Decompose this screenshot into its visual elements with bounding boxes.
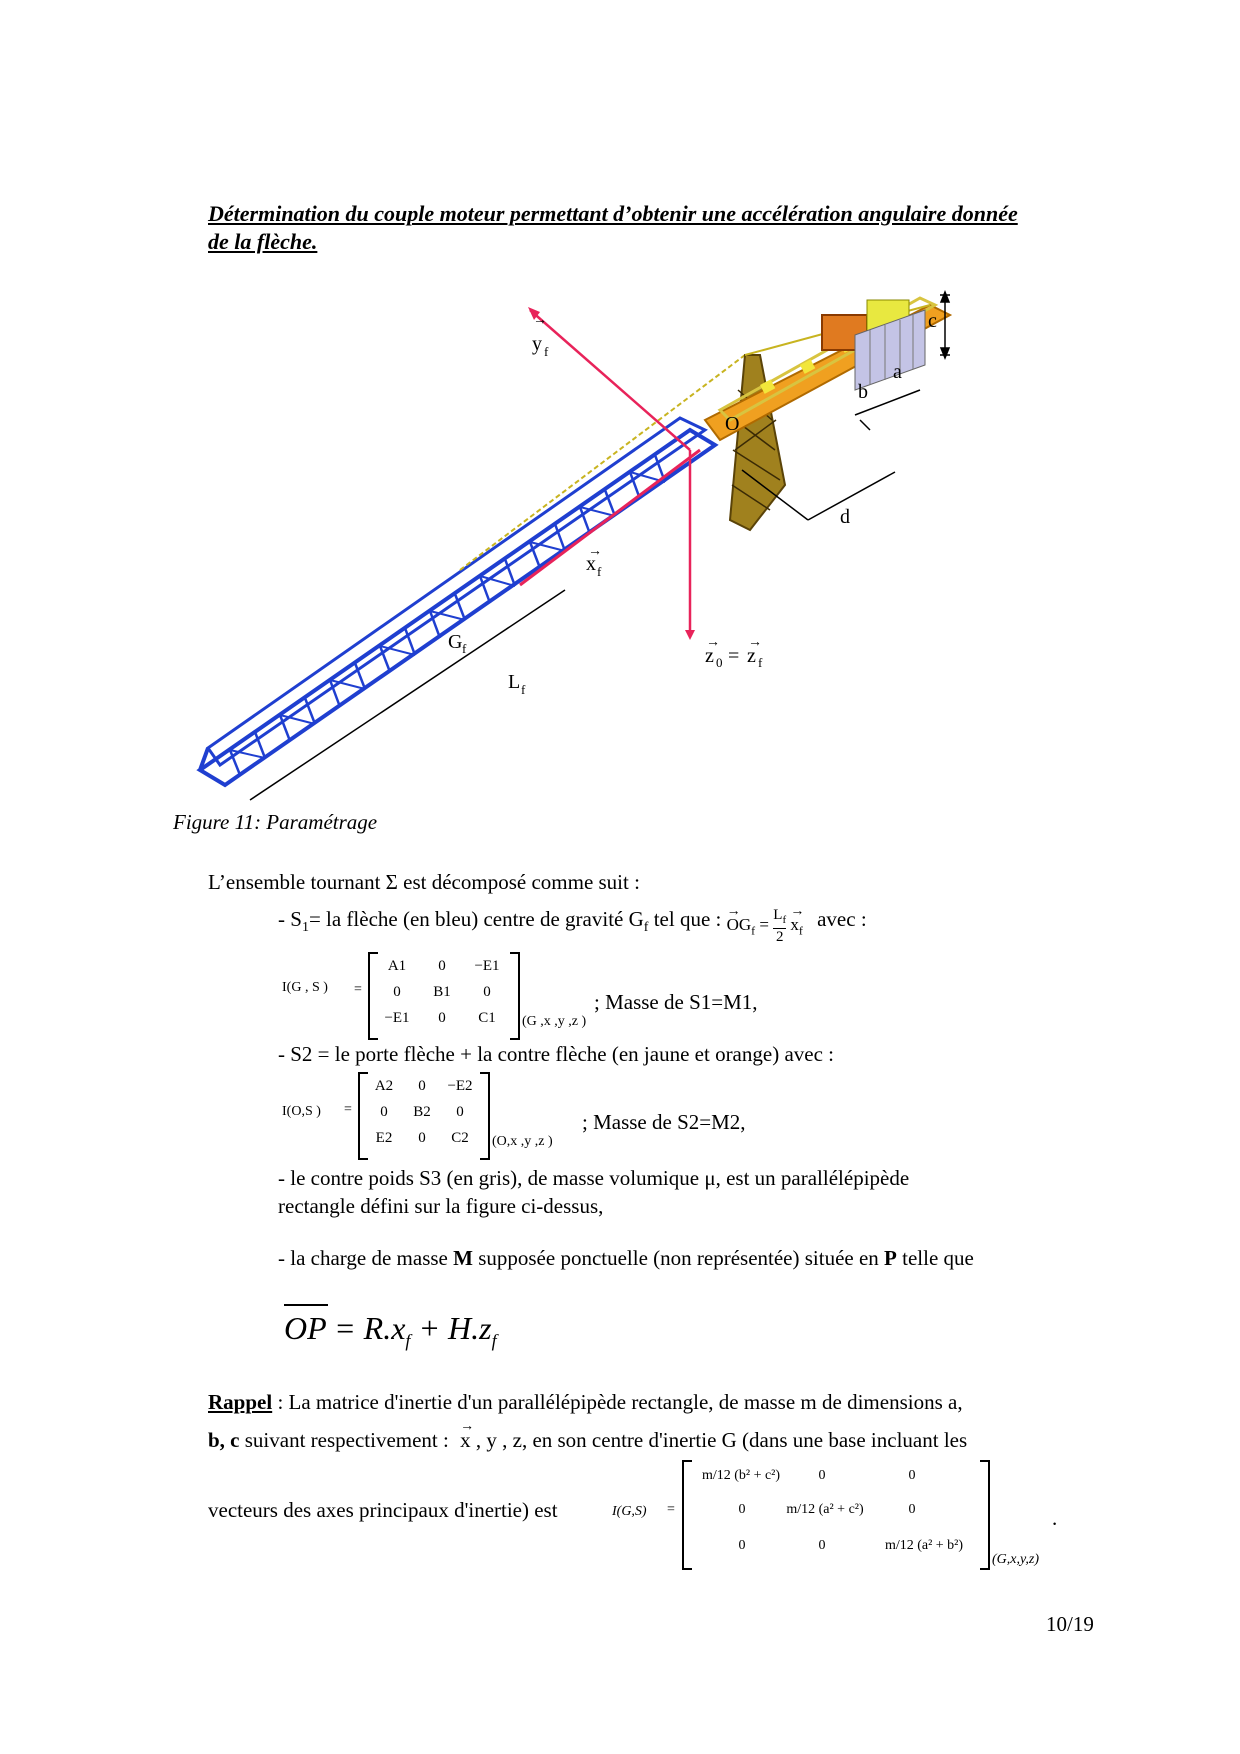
og-den: 2 — [775, 929, 784, 945]
m2-cell: E2 — [375, 1130, 393, 1146]
mast — [730, 355, 785, 530]
charge-mid: supposée ponctuelle (non représentée) située en — [472, 1246, 885, 1270]
crane-figure — [160, 270, 1080, 810]
charge-pre: - la charge de masse — [278, 1246, 454, 1270]
m1-args: (G , S ) — [286, 980, 328, 995]
figure-caption: Figure 11: Paramétrage — [173, 810, 378, 834]
m2-right-bracket — [480, 1072, 490, 1160]
label-zf-arrow: → — [748, 635, 762, 650]
m3-zero: 0 — [908, 1502, 916, 1517]
og-num: L — [773, 907, 783, 923]
m1-cell: 0 — [483, 984, 491, 1000]
m3-diag-3: m/12 (a² + b²) — [884, 1538, 964, 1553]
m2-cell: 0 — [456, 1104, 464, 1120]
m2-args: (O,S ) — [286, 1104, 321, 1119]
m3-basis: (G,x,y,z) — [992, 1552, 1040, 1567]
m2-label — [282, 1104, 321, 1120]
m1-eq: = — [354, 982, 362, 997]
rappel-suivant: suivant respectivement : — [239, 1428, 449, 1452]
rappel-line-2 — [208, 1426, 967, 1454]
s1-gf-sub: f — [643, 920, 649, 936]
m3-eq: = — [667, 1502, 675, 1517]
label-a: a — [893, 361, 902, 383]
heading-line-1: Détermination du couple moteur permettant d’obtenir une accélération angulaire donnée — [208, 201, 1018, 226]
section-heading — [208, 200, 1108, 256]
m1-label — [282, 980, 328, 996]
m1-cell: 0 — [393, 984, 401, 1000]
label-zf-sub: f — [758, 655, 763, 670]
m1-cell: 0 — [438, 1010, 446, 1026]
boom-tie-cable — [460, 355, 745, 570]
m2-cell: B2 — [413, 1104, 431, 1120]
op-eq-main: OP = R.x — [284, 1310, 406, 1346]
label-xf-arrow: → — [588, 544, 602, 559]
m2-cell: 0 — [380, 1104, 388, 1120]
m3-diag-1: m/12 (b² + c²) — [701, 1468, 781, 1483]
charge-P: P — [884, 1246, 897, 1270]
heading-line-2: de la flèche. — [208, 229, 318, 254]
op-eq-mid: + H.z — [410, 1310, 492, 1346]
s2-line: - S2 = le porte flèche + la contre flèche (en jaune et orange) avec : — [278, 1042, 834, 1066]
m1-cell: −E1 — [384, 1010, 410, 1026]
matrix-3 — [612, 1460, 1082, 1575]
label-Lf: L — [508, 671, 521, 693]
label-yf-sub: f — [544, 344, 549, 359]
op-overline — [284, 1304, 328, 1306]
m1-mass: ; Masse de S1=M1, — [594, 990, 758, 1014]
matrix-2 — [282, 1072, 762, 1162]
m3-zero: 0 — [818, 1468, 826, 1483]
m1-I: I — [282, 980, 287, 995]
m2-mass: ; Masse de S2=M2, — [582, 1110, 746, 1134]
s3-line-1: - le contre poids S3 (en gris), de masse volumique μ, est un parallélépipède — [278, 1166, 910, 1190]
intro-text: L’ensemble tournant Σ est décomposé comme suit : — [208, 870, 640, 894]
s1-sub: 1 — [301, 920, 309, 936]
label-b: b — [858, 381, 868, 403]
m2-basis: (O,x ,y ,z ) — [492, 1134, 553, 1149]
m1-cell: 0 — [438, 958, 446, 974]
m2-cell: 0 — [418, 1130, 426, 1146]
rappel-text-2: , en son centre d'inertie G (dans une base incluant les — [521, 1428, 968, 1452]
og-num-sub: f — [782, 914, 787, 926]
label-zf: z — [747, 645, 756, 667]
s3-line-2: rectangle défini sur la figure ci-dessus, — [278, 1194, 604, 1218]
label-O: O — [725, 413, 740, 435]
s1-rest: = la flèche (en bleu) centre de gravité G — [308, 906, 644, 931]
rappel-label: Rappel — [208, 1390, 273, 1414]
label-z0-arrow: → — [706, 635, 720, 650]
label-z0: z — [705, 645, 714, 667]
s1-tel: tel que : — [648, 906, 722, 931]
label-Lf-sub: f — [521, 682, 526, 697]
m2-cell: A2 — [374, 1078, 394, 1094]
m2-cell: C2 — [451, 1130, 469, 1146]
m3-zero: 0 — [738, 1538, 746, 1553]
m1-cell: A1 — [387, 958, 407, 974]
m2-cell: −E2 — [447, 1078, 473, 1094]
label-d: d — [840, 506, 850, 528]
m3-left-bracket — [682, 1460, 692, 1570]
m2-eq: = — [344, 1102, 352, 1117]
label-yf: y — [532, 333, 542, 355]
label-xf-sub: f — [597, 564, 602, 579]
charge-post: telle que — [896, 1246, 974, 1270]
m3-right-bracket — [980, 1460, 990, 1570]
rappel-line-3: vecteurs des axes principaux d'inertie) est — [208, 1498, 558, 1522]
rappel-text-1: : La matrice d'inertie d'un parallélépipède rectangle, de masse m de dimensions a, — [272, 1390, 963, 1414]
m3-period: . — [1052, 1506, 1058, 1530]
matrix-1 — [282, 952, 762, 1042]
op-eq-sub2: f — [491, 1330, 497, 1351]
m1-basis: (G ,x ,y ,z ) — [522, 1014, 587, 1029]
page-number: 10/19 — [1046, 1612, 1094, 1636]
og-x-sub: f — [798, 923, 803, 938]
s3-paragraph — [278, 1164, 1098, 1220]
op-eq-sub: f — [405, 1330, 411, 1351]
m3-zero: 0 — [908, 1468, 916, 1483]
m1-cell: B1 — [433, 984, 451, 1000]
og-eq: = — [759, 914, 770, 934]
s1-avec: avec : — [817, 906, 867, 931]
label-yf-arrow: → — [533, 313, 547, 328]
label-c: c — [928, 310, 937, 332]
og-formula — [726, 907, 808, 945]
rappel-line-1 — [208, 1388, 1098, 1416]
rappel-bc: b, c — [208, 1428, 240, 1452]
charge-M: M — [453, 1246, 473, 1270]
s1-line — [278, 903, 867, 945]
label-Gf-sub: f — [462, 641, 467, 656]
m1-cell: −E1 — [474, 958, 500, 974]
boom-axis-line — [520, 450, 700, 585]
m2-cell: 0 — [418, 1078, 426, 1094]
og-fraction — [773, 907, 786, 945]
label-Gf: G — [448, 631, 463, 653]
m1-cell: C1 — [478, 1010, 496, 1026]
og-x: → x — [790, 911, 799, 939]
m3-zero: 0 — [818, 1538, 826, 1553]
charge-line — [278, 1244, 974, 1272]
rappel-xyz: → x , y , z — [460, 1426, 522, 1454]
boom-lattice — [200, 418, 715, 785]
m3-diag-2: m/12 (a² + c²) — [786, 1502, 864, 1517]
label-eq: = — [728, 645, 740, 667]
s1-prefix: - S — [278, 906, 302, 931]
label-xf: x — [586, 553, 596, 575]
og-lhs: → OG — [727, 911, 752, 939]
m2-I: I — [282, 1104, 287, 1119]
label-z0-sub: 0 — [716, 655, 723, 670]
m1-right-bracket — [510, 952, 520, 1040]
m3-label: I(G,S) — [612, 1504, 647, 1519]
op-equation — [284, 1310, 497, 1351]
og-sub: f — [751, 923, 756, 938]
m3-zero: 0 — [738, 1502, 746, 1517]
